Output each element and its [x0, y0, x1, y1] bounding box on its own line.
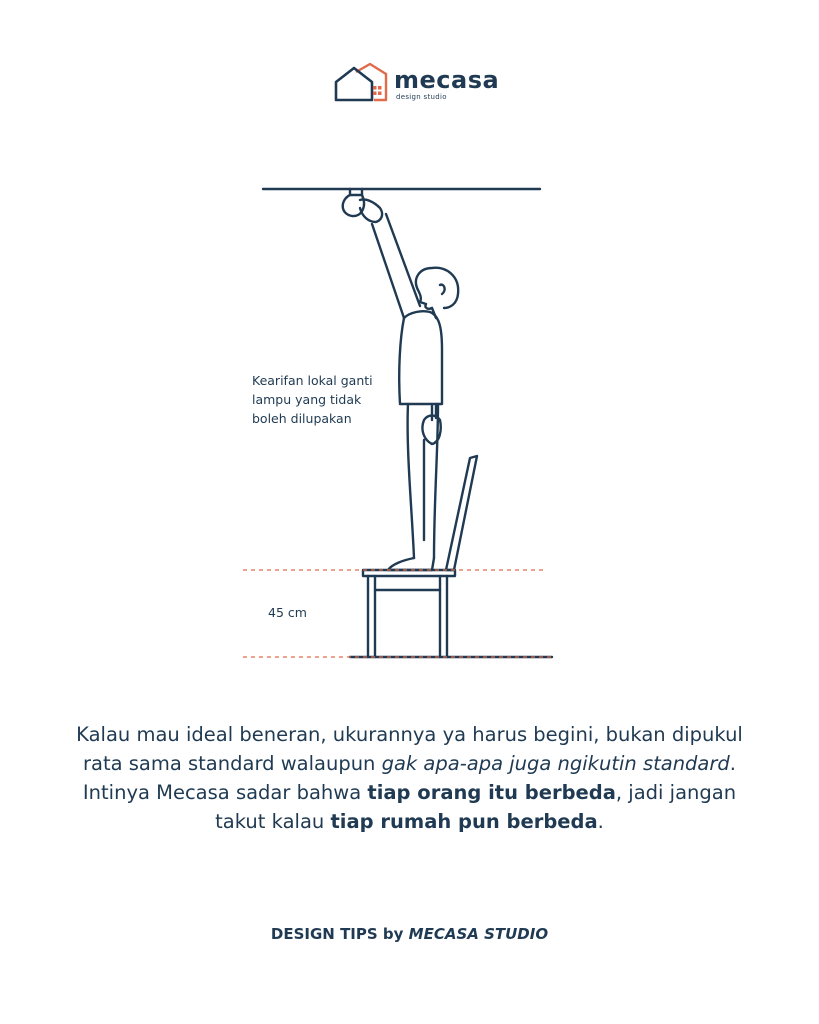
description-paragraph — [60, 720, 759, 836]
footer-prefix: DESIGN TIPS by — [270, 925, 409, 943]
paragraph-bold-2: tiap rumah pun berbeda — [330, 810, 598, 833]
feet — [388, 558, 434, 570]
paragraph-text-1: Kalau mau ideal beneran, ukurannya ya harus begini, bukan dipukul rata sama standard walaupun — [76, 723, 743, 775]
brand-name: mecasa — [394, 66, 500, 94]
chair-seat — [363, 570, 455, 576]
chair-backrest — [446, 456, 477, 570]
footer-brand: MECASA STUDIO — [408, 925, 549, 943]
paragraph-italic: gak apa-apa juga ngikutin standard — [381, 752, 730, 775]
paragraph-text-2: . Intinya Mecasa sadar bahwa — [82, 752, 736, 804]
chair-height-label: 45 cm — [268, 605, 307, 620]
paragraph-bold-1: tiap orang itu berbeda — [367, 781, 616, 804]
paragraph-text-3: , jadi jangan takut kalau — [215, 781, 737, 833]
illustration-caption: Kearifan lokal ganti lampu yang tidak boleh dilupakan — [252, 373, 373, 426]
paragraph-text-4: . — [597, 810, 604, 833]
footer-credit — [0, 925, 819, 943]
torso — [404, 311, 442, 418]
brand-subtitle: design studio — [396, 93, 447, 101]
raised-arm — [372, 214, 420, 318]
